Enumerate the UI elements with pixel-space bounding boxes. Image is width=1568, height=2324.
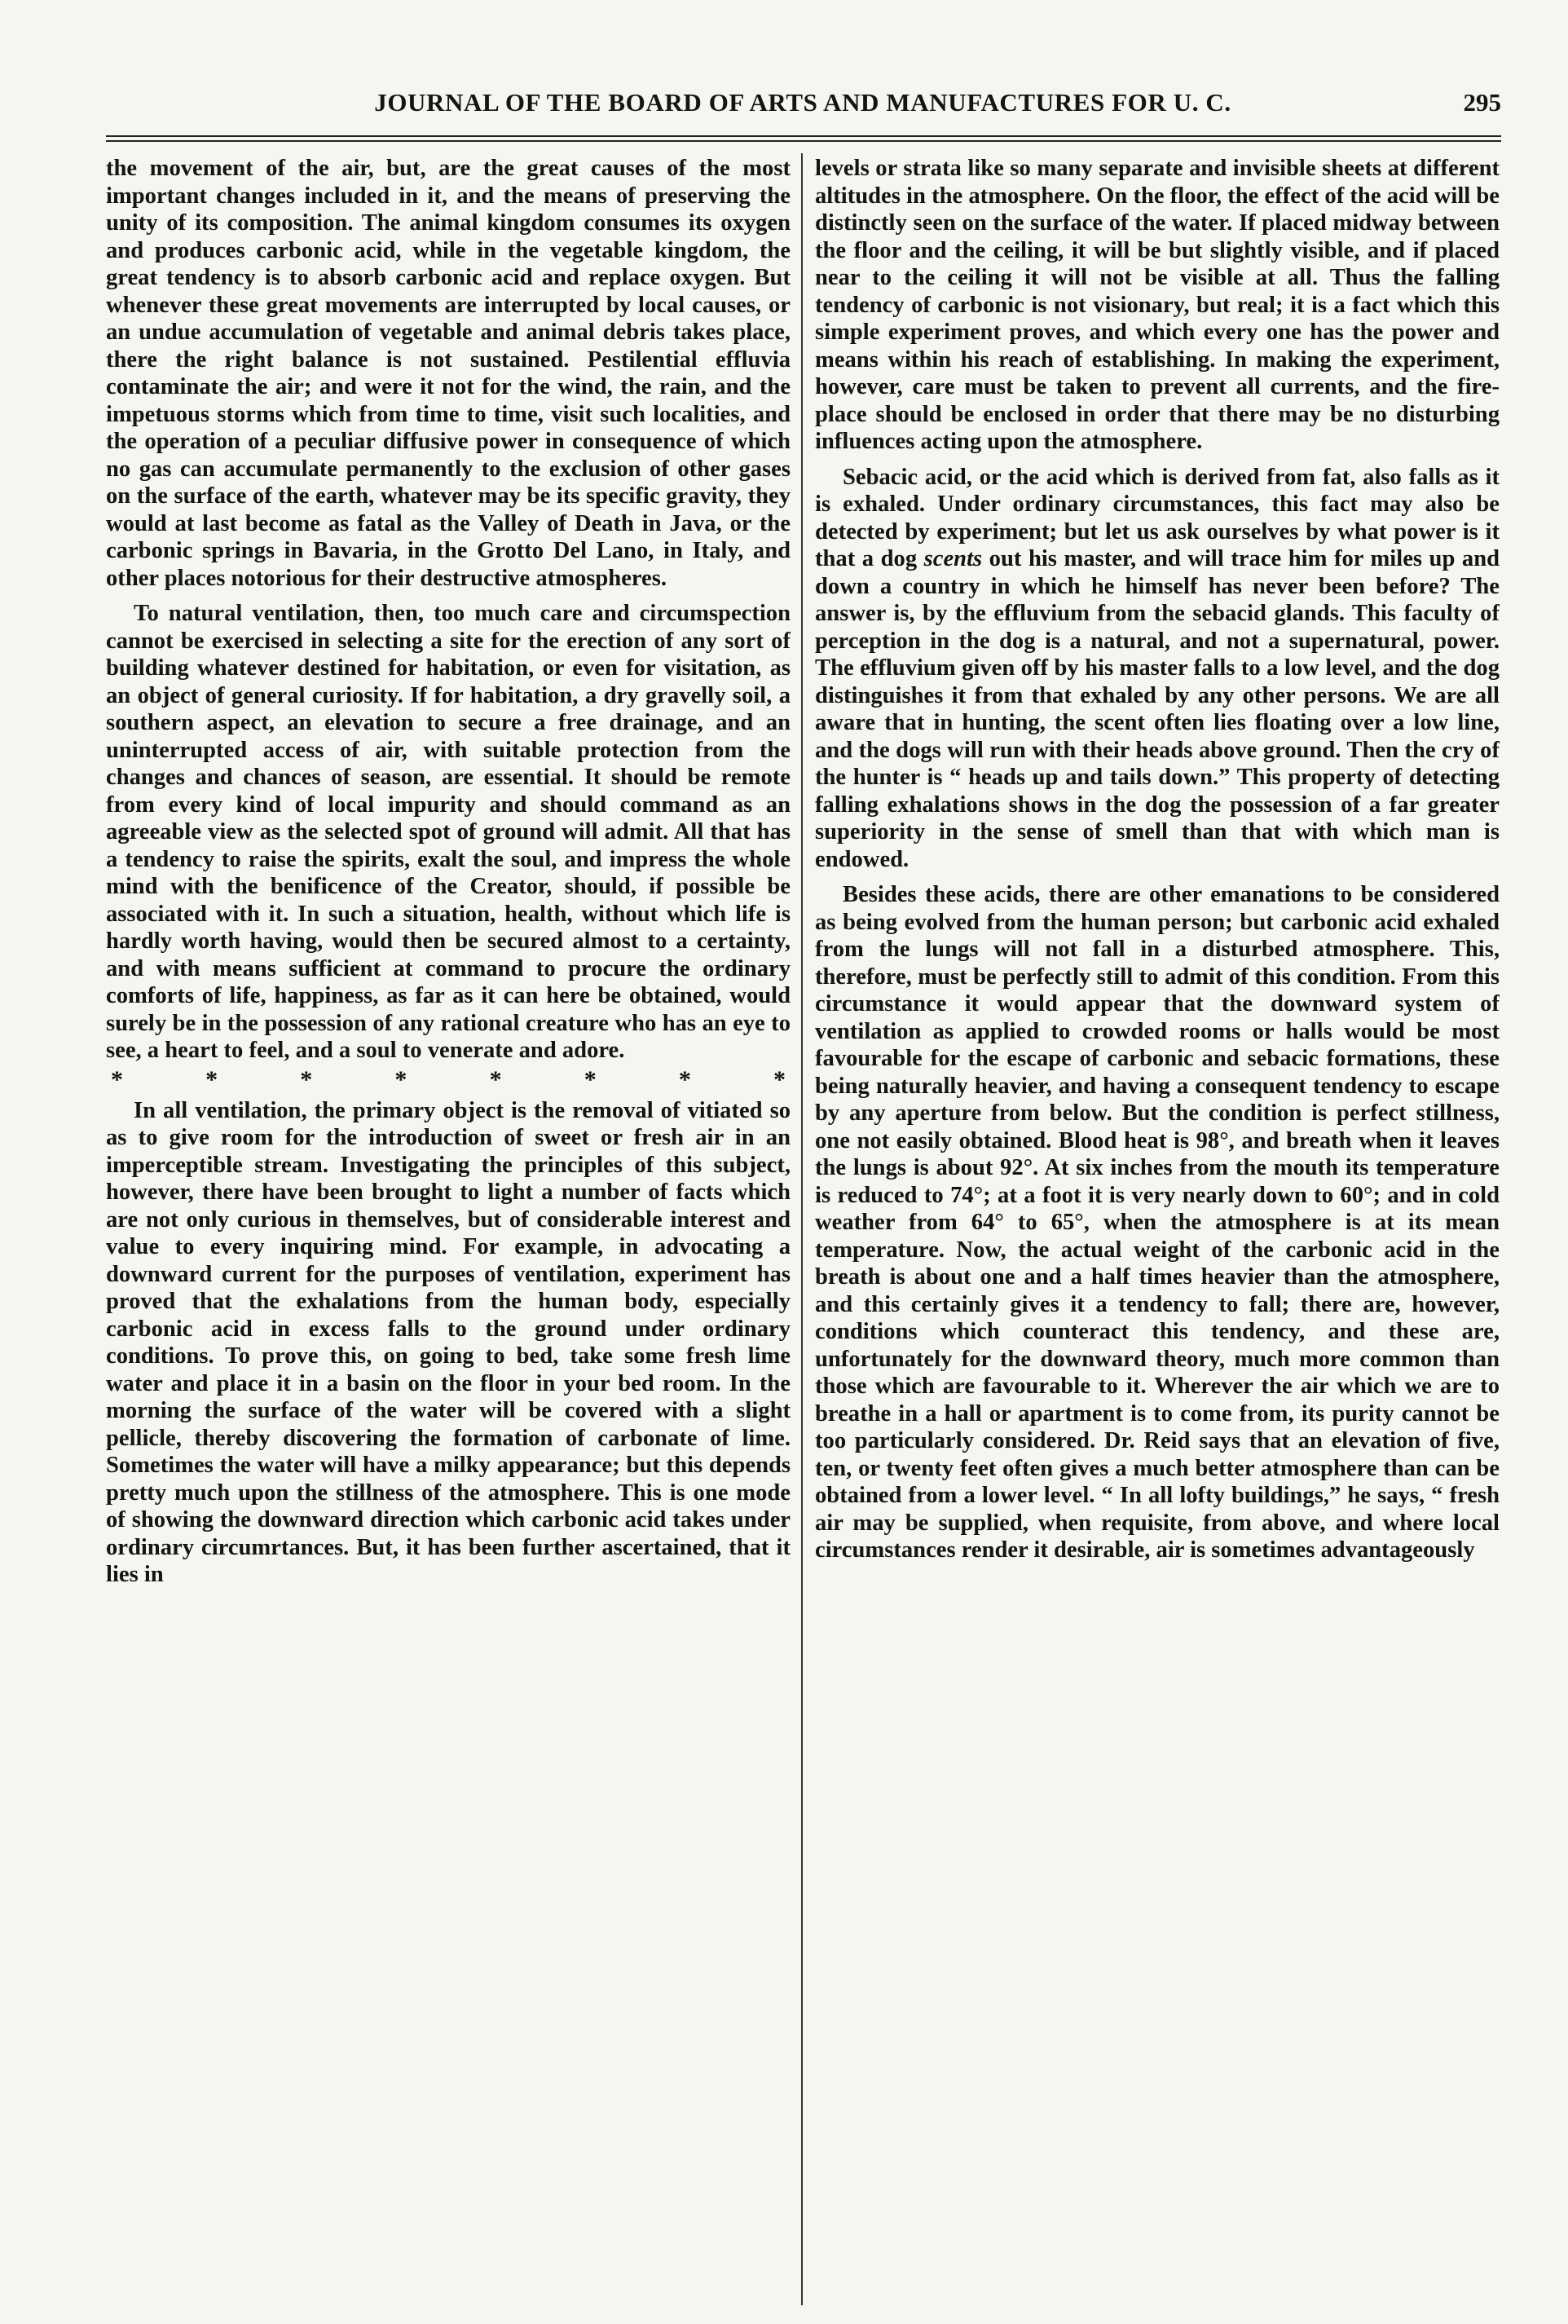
column-divider xyxy=(801,153,803,2305)
paragraph-ventilation-object: In all ventilation, the primary object is the removal of vitiated so as to give room for the introduction of sweet or fresh air in an imperceptible stream. Investigating the principles of this subject, however, there have been brought to light a number of facts which are not only curious in themselves, but of considerable interest and value to every inquiring mind. For example, in advocating a downward current for the purposes of ventilation, experiment has proved that the exhalations from the human body, especially carbonic acid in excess falls to the ground under ordinary conditions. To prove this, on going to bed, take some fresh lime water and place it in a basin on the floor in your bed room. In the morning the surface of the water will be covered with a slight pellicle, thereby discovering the formation of carbonate of lime. Sometimes the water will have a milky appearance; but this depends pretty much upon the stillness of the atmosphere. This is one mode of showing the downward direction which carbonic acid takes under ordinary circumrtances. But, it has been further ascertained, that it lies in xyxy=(106,1097,791,1587)
sebacic-text-start: Sebacic acid, or the acid which is derived from fat, also falls as it is exhaled. Under ordinary circumstances, this fact may also be detected by experiment; but let us ask ourselves by what power is it that a dog xyxy=(815,464,1500,571)
sebacic-text-end: out his master, and will trace him for miles up and down a country in which he himself has never been before? The answer is, by the effluvium from the sebacid glands. This faculty of perception in the dog is a natural, and not a supernatural, power. The effluvium given off by his master falls to a low level, and the dog distinguishes it from that exhaled by any other persons. We are all aware that in hunting, the scent often lies floating over a low line, and the dogs will run with their heads above ground. Then the cry of the hunter is “ heads up and tails down.” This property of detecting falling exhalations shows in the dog the possession of a far greater superiority in the sense of smell than that with which man is endowed. xyxy=(815,546,1500,872)
star-separator: * xyxy=(394,1065,407,1093)
header-rule-bottom xyxy=(106,140,1501,142)
star-separator: * xyxy=(773,1065,786,1093)
paragraph-sebacic-acid xyxy=(815,464,1500,874)
star-separator: * xyxy=(678,1065,691,1093)
star-separator: * xyxy=(489,1065,502,1093)
star-separator: * xyxy=(584,1065,597,1093)
paragraph-natural-ventilation: To natural ventilation, then, too much care and circumspection cannot be exercised in selecting a site for the erection of any sort of building whatever destined for habitation, or even for visitation, as an object of general curiosity. If for habitation, a dry gravelly soil, a southern aspect, an elevation to secure a free drainage, and an uninterrupted access of air, with suitable protection from the changes and chances of season, are essential. It should be remote from every kind of local impurity and should command as an agreeable view as the selected spot of ground will admit. All that has a tendency to raise the spirits, exalt the soul, and impress the whole mind with the benificence of the Creator, should, if possible be associated with it. In such a situation, health, without which life is hardly worth having, would then be secured almost to a certainty, and with means sufficient at command to procure the ordinary comforts of life, happiness, as far as it can here be obtained, would surely be in the possession of any rational creature who has an eye to see, a heart to feel, and a soul to venerate and adore. xyxy=(106,601,791,1063)
star-separator: * xyxy=(300,1065,313,1093)
italic-scents: scents xyxy=(923,546,983,571)
running-header xyxy=(106,88,1501,129)
star-separator: * xyxy=(111,1065,123,1093)
left-column xyxy=(106,155,791,2299)
page-number: 295 xyxy=(1463,88,1501,117)
paragraph-air-strata: levels or strata like so many separate and invisible sheets at different altitudes in the atmosphere. On the floor, the effect of the acid will be distinctly seen on the surface of the water. If placed midway between the floor and the ceiling, it will be but slightly visible, and if placed near to the ceiling it will not be visible at all. Thus the falling tendency of carbonic is not visionary, but real; it is a fact which this simple experiment proves, and which every one has the power and means within his reach of establishing. In making the experiment, however, care must be taken to prevent all currents, and the fire-place should be enclosed in order that there may be no disturbing influences acting upon the atmosphere. xyxy=(815,156,1500,454)
journal-title: JOURNAL OF THE BOARD OF ARTS AND MANUFACTURES FOR U. C. xyxy=(374,88,1231,117)
right-column xyxy=(815,155,1500,2299)
star-separator: * xyxy=(205,1065,218,1093)
header-rule-top xyxy=(106,135,1501,137)
section-break-stars xyxy=(106,1066,791,1094)
paragraph-other-emanations: Besides these acids, there are other emanations to be considered as being evolved from the human person; but carbonic acid exhaled from the lungs will not fall in a disturbed atmosphere. This, therefore, must be perfectly still to admit of this condition. From this circumstance it would appear that the downward system of ventilation as applied to crowded rooms or halls would be most favourable for the escape of carbonic and sebacic formations, these being naturally heavier, and having a consequent tendency to escape by any aperture from below. But the condition is perfect stillness, one not easily obtained. Blood heat is 98°, and breath when it leaves the lungs is about 92°. At six inches from the mouth its temperature is reduced to 74°; at a foot it is very nearly down to 60°; and in cold weather from 64° to 65°, when the atmosphere is at its mean temperature. Now, the actual weight of the carbonic acid in the breath is about one and a half times heavier than the atmosphere, and this certainly gives it a tendency to fall; there are, however, conditions which counteract this tendency, and these are, unfortunately for the downward theory, much more common than those which are favourable to it. Wherever the air which we are to breathe in a hall or apartment is to come from, its purity cannot be too particularly considered. Dr. Reid says that an elevation of five, ten, or twenty feet often gives a much better atmosphere than can be obtained from a lower level. “ In all lofty buildings,” he says, “ fresh air may be supplied, when requisite, from above, and where local circumstances render it desirable, air is sometimes advantageously xyxy=(815,882,1500,1563)
paragraph-air-movement: the movement of the air, but, are the great causes of the most important changes included in it, and the means of preserving the unity of its composition. The animal kingdom consumes its oxygen and produces carbonic acid, while in the vegetable kingdom, the great tendency is to absorb carbonic acid and replace oxygen. But whenever these great movements are interrupted by local causes, or an undue accumulation of vegetable and animal debris takes place, there the right balance is not sustained. Pestilential effluvia contaminate the air; and were it not for the wind, the rain, and the impetuous storms which from time to time, visit such localities, and the operation of a peculiar diffusive power in consequence of which no gas can accumulate permanently to the exclusion of other gases on the surface of the earth, whatever may be its specific gravity, they would at last become as fatal as the Valley of Death in Java, or the carbonic springs in Bavaria, in the Grotto Del Lano, in Italy, and other places notorious for their destructive atmospheres. xyxy=(106,156,791,591)
